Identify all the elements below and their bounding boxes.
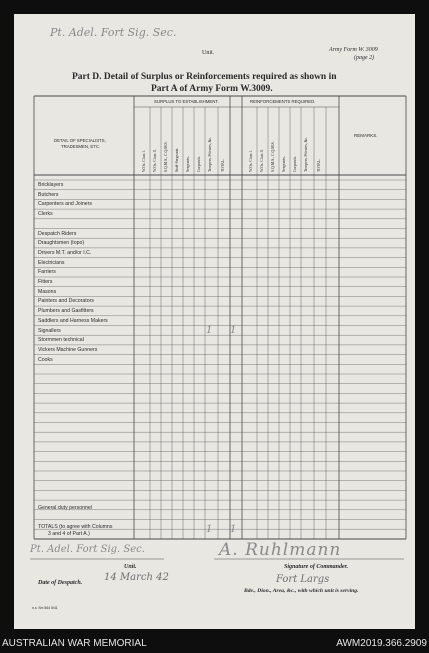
table-row-label: Drivers M.T. and/or I.C. [38,249,92,256]
signature-label: Signature of Commander. [284,564,349,570]
table-row-label: Draughtsmen (topo) [38,240,85,247]
form-page: (page 2) [354,55,375,61]
form-sheet [14,14,415,629]
surplus-column-header: Staff-Sergeants. [175,147,179,172]
table-row-label: Fitters [38,279,53,285]
reinforcement-column-header: Troopers, Privates, &c. [304,136,308,172]
archive-id: AWM2019.366.2909 [336,638,427,649]
unit-handwritten: Pt. Adel. Fort Sig. Sec. [50,26,177,39]
reinforcements-header: REINFORCEMENTS REQUIRED. [250,99,316,104]
archive-name: AUSTRALIAN WAR MEMORIAL [2,638,147,649]
reinforcement-column-header: Sergeants. [282,156,286,172]
table-row-label: Electricians [38,259,65,266]
table-row-label: Farriers [38,269,56,276]
table-row-label: Bricklayers [38,182,64,188]
surplus-column-header: Sergeants. [186,156,190,172]
footer-unit-label: Unit. [124,564,137,570]
location-handwritten: Fort Largs [276,574,330,585]
remarks-header: REMARKS. [354,133,378,138]
surplus-column-header: S.Q.M.S., C.Q.M.S. [164,141,168,172]
reinforcement-column-header: S.Q.M.S., C.Q.M.S. [271,141,275,172]
despatch-date-handwritten: 14 March 42 [104,572,169,583]
table-grid [14,14,415,629]
table-row-label: Vickers Machine Gunners [38,346,98,353]
unit-label: Unit. [202,50,215,56]
table-row-label: Despatch Riders [38,230,77,237]
form-name: Army Form W. 3009 [329,47,378,53]
table-row-label: Signallers [38,327,61,334]
reinforcement-column-header: Corporals. [293,156,297,172]
totals-label-line-2: 3 and 4 of Part A.) [48,531,90,537]
archive-caption-bar [0,633,429,653]
table-row-label: Carpenters and Joiners [38,201,92,208]
table-row-label: Cooks [38,356,53,363]
surplus-header: SURPLUS TO ESTABLISHMENT. [154,99,219,104]
table-row-label: Butchers [38,191,59,198]
totals-total-value: 1 [230,524,237,535]
reinforcement-column-header: W.Os. Class I. [249,150,253,172]
table-row-label: Painters and Decorators [38,298,94,305]
surplus-column-header: TOTAL. [221,158,225,172]
bde-label: Bde., Dion., Area, &c., with which unit is serving. [244,588,359,594]
table-row-label: Clerks [38,211,53,218]
table-row-label: Stormmen technical [38,337,84,344]
commander-signature: A. Ruhlmann [219,540,342,560]
print-code: n.s. Sm 564 5/41 [32,606,58,610]
surplus-column-header: Corporals. [197,156,201,172]
detail-header-line-2: TRADESMEN, ETC. [61,144,101,149]
signallers-troopers-value: 1 [206,325,213,336]
footer-unit-handwritten: Pt. Adel. Fort Sig. Sec. [30,544,145,555]
general-duty-label: General duty personnel [38,505,92,511]
reinforcement-column-header: W.Os. Class II. [260,149,264,172]
table-row-label: Plumbers and Gasfitters [38,308,94,315]
form-title-line-1: Part D. Detail of Surplus or Reinforcements required as shown in [72,72,337,82]
table-row-label: Saddlers and Harness Makers [38,317,108,324]
totals-label-line-1: TOTALS (to agree with Columns [38,524,113,530]
detail-header-line-1: DETAIL OF SPECIALISTS, [54,138,106,143]
totals-troopers-value: 1 [206,524,213,535]
table-row-label: Masons [38,288,57,295]
surplus-column-header: Troopers, Privates, &c. [208,136,212,172]
surplus-column-header: W.Os. Class I. [142,150,146,172]
signallers-total-value: 1 [230,325,237,336]
reinforcement-column-header: TOTAL. [317,158,321,172]
date-of-despatch-label: Date of Despatch. [38,580,83,586]
form-title-line-2: Part A of Army Form W.3009. [151,84,273,94]
surplus-column-header: W.Os. Class II. [153,149,157,172]
